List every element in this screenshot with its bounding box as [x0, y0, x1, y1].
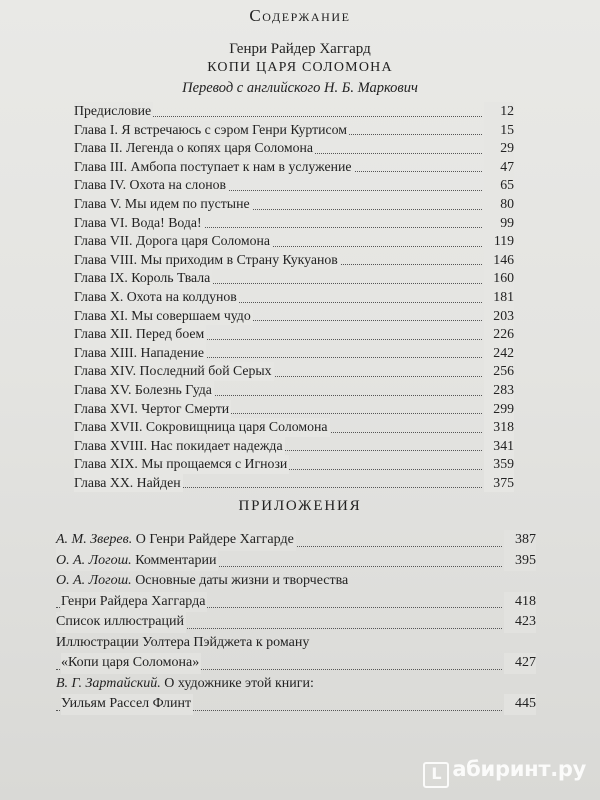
toc-row	[74, 288, 514, 307]
appendix-author: О. А. Логош.	[56, 573, 132, 588]
toc-entry-label: Глава VIII. Мы приходим в Страну Кукуанов	[74, 251, 340, 270]
toc-page-number: 12	[484, 102, 514, 121]
toc-page-number: 318	[484, 418, 514, 437]
appendix-author: А. М. Зверев.	[56, 532, 133, 547]
toc-row	[74, 269, 514, 288]
toc-page-number: 160	[484, 269, 514, 288]
toc-page-number: 299	[484, 400, 514, 419]
toc-page-number: 146	[484, 251, 514, 270]
toc-row	[74, 307, 514, 326]
toc-row	[74, 362, 514, 381]
toc-entry-label: Глава III. Амбопа поступает к нам в услужение	[74, 158, 354, 177]
appendix-entry	[56, 612, 536, 633]
toc-page-number: 99	[484, 214, 514, 233]
appendix-title-continued: Генри Райдера Хаггарда	[61, 592, 207, 613]
toc-row	[74, 418, 514, 437]
toc-entry-label: Глава VI. Вода! Вода!	[74, 214, 204, 233]
appendix-label	[56, 633, 309, 654]
toc-entry-label: Глава XII. Перед боем	[74, 325, 206, 344]
appendix-line	[56, 612, 536, 633]
toc-row	[74, 232, 514, 251]
toc-row	[74, 195, 514, 214]
appendix-page-number: 418	[504, 592, 536, 613]
watermark-text: абиринт.ру	[452, 757, 586, 781]
appendix-author: О. А. Логош.	[56, 552, 132, 568]
toc-entry-label: Глава XIII. Нападение	[74, 344, 206, 363]
appendix-page-number: 445	[504, 694, 536, 715]
toc-entry-label: Глава IV. Охота на слонов	[74, 176, 228, 195]
toc-row	[74, 158, 514, 177]
appendix-line	[56, 653, 536, 674]
appendix-line	[56, 694, 536, 715]
appendix-label	[56, 571, 348, 592]
appendix-line	[56, 633, 536, 654]
toc-page-number: 242	[484, 344, 514, 363]
toc-entry-label: Глава X. Охота на колдунов	[74, 288, 239, 307]
toc-row	[74, 121, 514, 140]
toc-row	[74, 139, 514, 158]
toc-row	[74, 251, 514, 270]
appendix-label	[56, 612, 186, 633]
toc-page-number: 119	[484, 232, 514, 251]
toc-row	[74, 381, 514, 400]
toc-entry-label: Глава XIV. Последний бой Серых	[74, 362, 274, 381]
toc-entry-label: Глава XVII. Сокровищница царя Соломона	[74, 418, 330, 437]
appendix-entry	[56, 633, 536, 674]
appendix-title-text: О Генри Райдере Хаггарде	[135, 532, 294, 547]
appendix-entry	[56, 571, 536, 612]
author-name: Генри Райдер Хаггард	[229, 41, 371, 57]
page-title: Содержание	[249, 6, 351, 25]
labirint-watermark	[423, 757, 586, 788]
toc-entry-label: Глава XX. Найден	[74, 474, 183, 493]
appendix-title-text: Основные даты жизни и творчества	[135, 573, 349, 588]
appendix-line	[56, 571, 536, 592]
toc-entry-label: Глава XI. Мы совершаем чудо	[74, 307, 253, 326]
toc-page-number: 203	[484, 307, 514, 326]
toc-entry-label: Глава VII. Дорога царя Соломона	[74, 232, 272, 251]
toc-row	[74, 344, 514, 363]
toc-entry-label: Глава XV. Болезнь Гуда	[74, 381, 214, 400]
appendix-line	[56, 551, 536, 572]
appendix-label	[56, 674, 314, 695]
appendix-line	[56, 674, 536, 695]
appendix-entry	[56, 530, 536, 551]
toc-page-number: 226	[484, 325, 514, 344]
appendix-title-text: Список иллюстраций	[56, 614, 184, 629]
toc-page-number: 375	[484, 474, 514, 493]
appendix-entry	[56, 551, 536, 572]
toc-row	[74, 437, 514, 456]
toc-page-number: 181	[484, 288, 514, 307]
translator-note: Перевод с английского Н. Б. Маркович	[182, 80, 418, 96]
toc-entry-label: Предисловие	[74, 102, 153, 121]
appendix-title-text: О художнике этой книги:	[164, 675, 314, 691]
toc-page-number: 47	[484, 158, 514, 177]
toc-page-number: 15	[484, 121, 514, 140]
toc-row	[74, 400, 514, 419]
toc-entry-label: Глава I. Я встречаюсь с сэром Генри Куртисом	[74, 121, 349, 140]
toc-page-number: 29	[484, 139, 514, 158]
appendix-page-number: 395	[504, 551, 536, 572]
toc-page-number: 341	[484, 437, 514, 456]
toc-entry-label: Глава XVI. Чертог Смерти	[74, 400, 231, 419]
appendix-title-continued: «Копи царя Соломона»	[61, 653, 201, 674]
book-title: КОПИ ЦАРЯ СОЛОМОНА	[207, 60, 393, 75]
toc-row	[74, 102, 514, 121]
table-of-contents	[74, 102, 514, 492]
appendix-entry	[56, 674, 536, 715]
appendix-author: В. Г. Зартайский.	[56, 675, 161, 691]
toc-page-number: 65	[484, 176, 514, 195]
appendix-title-text: Иллюстрации Уолтера Пэйджета к роману	[56, 634, 310, 650]
toc-page-number: 80	[484, 195, 514, 214]
appendix-page-number: 427	[504, 653, 536, 674]
appendix-title: ПРИЛОЖЕНИЯ	[238, 498, 362, 514]
toc-row	[74, 455, 514, 474]
toc-page-number: 283	[484, 381, 514, 400]
toc-page-number: 359	[484, 455, 514, 474]
appendix-page-number: 423	[504, 612, 536, 633]
appendix-line	[56, 592, 536, 613]
appendix-title-text: Комментарии	[135, 552, 217, 568]
toc-page-number: 256	[484, 362, 514, 381]
toc-entry-label: Глава IX. Король Твала	[74, 269, 212, 288]
toc-entry-label: Глава XIX. Мы прощаемся с Игнози	[74, 455, 289, 474]
appendix-list	[56, 530, 536, 715]
labirint-logo-icon: L	[423, 762, 449, 788]
appendix-line	[56, 530, 536, 551]
toc-row	[74, 325, 514, 344]
appendix-page-number: 387	[504, 530, 536, 551]
toc-entry-label: Глава XVIII. Нас покидает надежда	[74, 437, 285, 456]
toc-row	[74, 214, 514, 233]
appendix-label	[56, 530, 296, 551]
appendix-title-continued: Уильям Рассел Флинт	[61, 694, 193, 715]
toc-entry-label: Глава V. Мы идем по пустыне	[74, 195, 252, 214]
toc-row	[74, 176, 514, 195]
toc-entry-label: Глава II. Легенда о копях царя Соломона	[74, 139, 315, 158]
toc-row	[74, 474, 514, 493]
appendix-label	[56, 551, 218, 572]
